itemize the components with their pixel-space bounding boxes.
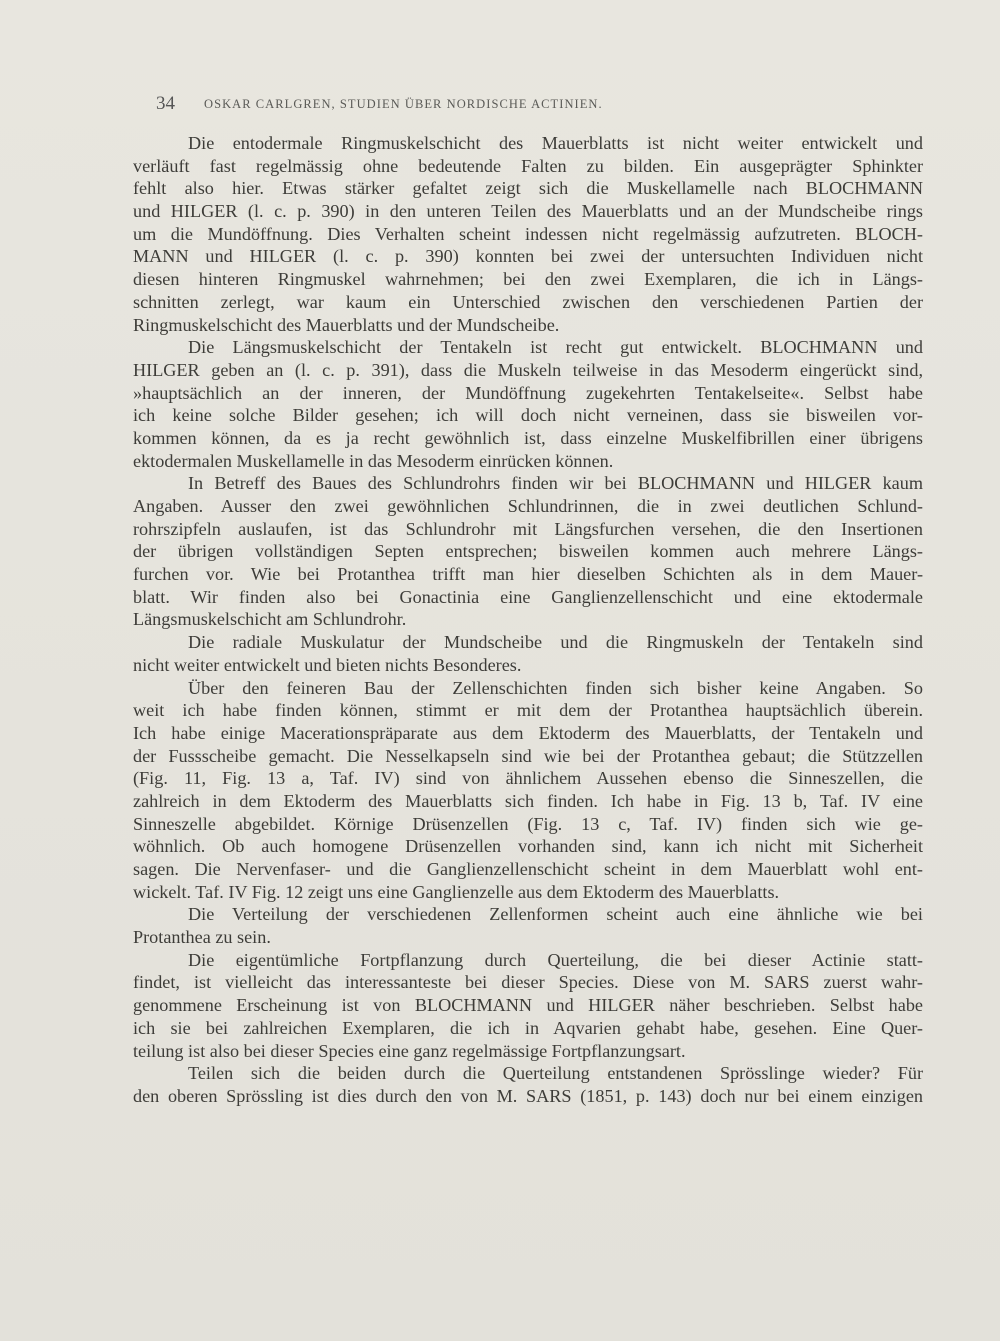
paragraph-first-line: Die Längsmuskelschicht der Tentakeln ist recht gut entwickelt. BLOCHMANN und bbox=[188, 337, 923, 358]
text-line: ich sie bei zahlreichen Exemplaren, die ich in Aqvarien gehabt habe, gesehen. Eine Quer- bbox=[133, 1017, 923, 1038]
text-line: Angaben. Ausser den zwei gewöhnlichen Schlundrinnen, die in zwei deutlichen Schlund- bbox=[133, 496, 923, 516]
page-number: 34 bbox=[156, 93, 175, 114]
text-line: MANN und HILGER (l. c. p. 390) konnten bei zwei der untersuchten Individuen nicht bbox=[133, 246, 923, 267]
text-line: blatt. Wir finden also bei Gonactinia eine Ganglienzellenschicht und eine ektodermale bbox=[133, 586, 923, 607]
text-line: nicht weiter entwickelt und bieten nichts Besonderes. bbox=[133, 654, 522, 675]
text-line: Ringmuskelschicht des Mauerblatts und der Mundscheibe. bbox=[133, 314, 560, 335]
text-line: fehlt also hier. Etwas stärker gefaltet zeigt sich die Muskellamelle nach BLOCHMANN bbox=[133, 178, 923, 199]
body-text bbox=[133, 132, 923, 1108]
text-line: HILGER geben an (l. c. p. 391), dass die Muskeln teilweise in das Mesoderm eingerückt sind, bbox=[133, 359, 923, 380]
text-line: Protanthea zu sein. bbox=[133, 927, 271, 948]
text-line: ich keine solche Bilder gesehen; ich will doch nicht verneinen, dass sie bisweilen vor- bbox=[133, 405, 923, 426]
text-line: furchen vor. Wie bei Protanthea trifft man hier dieselben Schichten als in dem Mauer- bbox=[133, 564, 923, 585]
text-line: weit ich habe finden können, stimmt er mit dem der Protanthea hauptsächlich überein. bbox=[133, 700, 923, 721]
text-line: ektodermalen Muskellamelle in das Mesoderm einrücken können. bbox=[133, 450, 614, 471]
text-line: »hauptsächlich an der inneren, der Mundöffnung zugekehrten Tentakelseite«. Selbst habe bbox=[133, 382, 923, 403]
text-line: zahlreich in dem Ektoderm des Mauerblatts sich finden. Ich habe in Fig. 13 b, Taf. IV eine bbox=[133, 790, 923, 811]
paragraph-first-line: Die entodermale Ringmuskelschicht des Mauerblatts ist nicht weiter entwickelt und bbox=[188, 133, 923, 153]
text-line: diesen hinteren Ringmuskel wahrnehmen; bei den zwei Exemplaren, die ich in Längs- bbox=[133, 269, 923, 290]
paragraph-first-line: Die Verteilung der verschiedenen Zellenformen scheint auch eine ähnliche wie bei bbox=[188, 904, 923, 925]
text-line: verläuft fast regelmässig ohne bedeutende Falten zu bilden. Ein ausgeprägter Sphinkter bbox=[133, 155, 923, 176]
text-line: der übrigen vollständigen Septen entsprechen; bisweilen kommen auch mehrere Längs- bbox=[133, 541, 923, 562]
text-line: teilung ist also bei dieser Species eine ganz regelmässige Fortpflanzungsart. bbox=[133, 1040, 686, 1061]
text-line: den oberen Sprössling ist dies durch den von M. SARS (1851, p. 143) doch nur bei einem einzigen bbox=[133, 1085, 923, 1106]
paragraph-first-line: Die radiale Muskulatur der Mundscheibe und die Ringmuskeln der Tentakeln sind bbox=[188, 632, 923, 653]
text-line: wickelt. Taf. IV Fig. 12 zeigt uns eine Ganglienzelle aus dem Ektoderm des Mauerblatts. bbox=[133, 881, 780, 902]
paragraph-first-line: In Betreff des Baues des Schlundrohrs finden wir bei BLOCHMANN und HILGER kaum bbox=[188, 473, 923, 494]
text-line: der Fussscheibe gemacht. Die Nesselkapseln sind wie bei der Protanthea gebaut; die Stützzellen bbox=[133, 745, 923, 766]
page-header bbox=[156, 93, 776, 117]
text-line: Ich habe einige Macerationspräparate aus dem Ektoderm des Mauerblatts, der Tentakeln und bbox=[133, 722, 923, 743]
text-line: schnitten zerlegt, war kaum ein Unterschied zwischen den verschiedenen Partien der bbox=[133, 291, 923, 312]
paragraph-first-line: Die eigentümliche Fortpflanzung durch Querteilung, die bei dieser Actinie statt- bbox=[188, 949, 923, 970]
text-line: wöhnlich. Ob auch homogene Drüsenzellen vorhanden sind, kann ich nicht mit Sicherheit bbox=[133, 836, 923, 857]
text-line: sagen. Die Nervenfaser- und die Ganglienzellenschicht scheint in dem Mauerblatt wohl ent- bbox=[133, 859, 923, 879]
text-line: Längsmuskelschicht am Schlundrohr. bbox=[133, 609, 407, 630]
running-head: OSKAR CARLGREN, STUDIEN ÜBER NORDISCHE ACTINIEN. bbox=[204, 97, 603, 111]
text-line: (Fig. 11, Fig. 13 a, Taf. IV) sind von ähnlichem Aussehen ebenso die Sinneszellen, die bbox=[133, 768, 923, 789]
text-line: genommene Erscheinung ist von BLOCHMANN und HILGER näher beschrieben. Selbst habe bbox=[133, 995, 923, 1016]
text-line: Sinneszelle abgebildet. Körnige Drüsenzellen (Fig. 13 c, Taf. IV) finden sich wie ge- bbox=[133, 813, 923, 834]
text-line: rohrszipfeln auslaufen, ist das Schlundrohr mit Längsfurchen versehen, die den Insertionen bbox=[133, 518, 923, 539]
text-line: um die Mundöffnung. Dies Verhalten scheint indessen nicht regelmässig aufzutreten. BLOCH- bbox=[133, 223, 923, 244]
text-line: kommen können, da es ja recht gewöhnlich ist, dass einzelne Muskelfibrillen einer übrigens bbox=[133, 427, 923, 448]
paragraph-first-line: Über den feineren Bau der Zellenschichten finden sich bisher keine Angaben. So bbox=[188, 677, 923, 698]
text-line: findet, ist vielleicht das interessanteste bei dieser Species. Diese von M. SARS zuerst wahr- bbox=[133, 972, 923, 993]
paragraph-first-line: Teilen sich die beiden durch die Querteilung entstandenen Sprösslinge wieder? Für bbox=[188, 1063, 923, 1084]
text-line: und HILGER (l. c. p. 390) in den unteren Teilen des Mauerblatts und an der Mundscheibe rings bbox=[133, 201, 923, 222]
